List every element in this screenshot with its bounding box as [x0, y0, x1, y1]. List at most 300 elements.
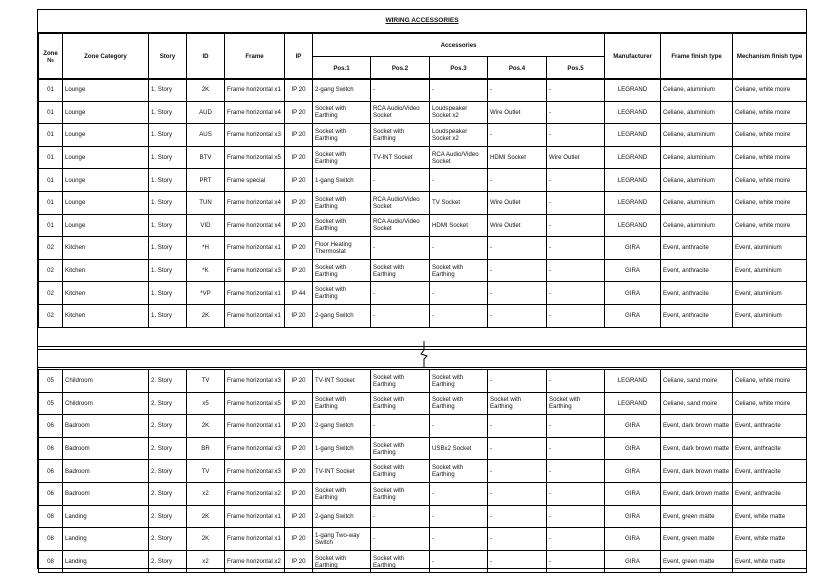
cell-pos-5: -	[547, 528, 605, 551]
table-row	[39, 259, 807, 282]
table-row	[39, 550, 807, 573]
cell-id: AUS	[187, 124, 225, 147]
cell-pos-1: 2-gang Switch	[313, 415, 371, 438]
cell-id: 2K	[187, 528, 225, 551]
cell-zone-category: Lounge	[63, 214, 149, 237]
cell-pos-2: Socket with Earthing	[371, 392, 430, 415]
cell-story: 1. Story	[149, 282, 187, 305]
cell-zone-category: Lounge	[63, 101, 149, 124]
cell-pos-4: -	[488, 460, 547, 483]
cell-zone: 05	[39, 370, 63, 393]
cell-manufacturer: LEGRAND	[605, 101, 661, 124]
cell-frame: Frame horizontal x4	[225, 101, 285, 124]
cell-pos-4: Socket with Earthing	[488, 392, 547, 415]
cell-pos-4: -	[488, 550, 547, 573]
table-row	[39, 101, 807, 124]
cell-pos-4: HDMI Socket	[488, 146, 547, 169]
cell-manufacturer: GIRA	[605, 282, 661, 305]
cell-ip: IP 20	[285, 392, 313, 415]
cell-frame: Frame horizontal x1	[225, 237, 285, 260]
cell-mechanism-finish: Event, aluminium	[733, 282, 807, 305]
table-top-section	[38, 78, 807, 328]
cell-story: 1. Story	[149, 259, 187, 282]
cell-pos-3: Socket with Earthing	[430, 460, 488, 483]
cell-frame: Frame special	[225, 169, 285, 192]
table-row	[39, 304, 807, 327]
cell-pos-4: -	[488, 124, 547, 147]
table-bottom-section	[38, 369, 807, 573]
cell-mechanism-finish: Event, anthracite	[733, 415, 807, 438]
cell-pos-3: Socket with Earthing	[430, 370, 488, 393]
cell-pos-2: -	[371, 282, 430, 305]
cell-frame-finish: Event, anthracite	[661, 259, 733, 282]
cell-pos-3: -	[430, 169, 488, 192]
cell-pos-5: -	[547, 304, 605, 327]
cell-pos-3: -	[430, 79, 488, 102]
cell-pos-4: -	[488, 237, 547, 260]
cell-pos-1: Socket with Earthing	[313, 482, 371, 505]
cell-frame-finish: Event, anthracite	[661, 237, 733, 260]
cell-pos-1: 2-gang Switch	[313, 79, 371, 102]
cell-zone-category: Lounge	[63, 124, 149, 147]
cell-zone: 01	[39, 79, 63, 102]
cell-pos-1: 1-gang Switch	[313, 169, 371, 192]
cell-pos-3: Socket with Earthing	[430, 259, 488, 282]
cell-pos-5: Socket with Earthing	[547, 392, 605, 415]
cell-story: 1. Story	[149, 101, 187, 124]
cell-frame: Frame horizontal x1	[225, 505, 285, 528]
table-row	[39, 214, 807, 237]
cell-zone: 01	[39, 214, 63, 237]
cell-ip: IP 20	[285, 482, 313, 505]
cell-story: 1. Story	[149, 169, 187, 192]
cell-story: 1. Story	[149, 146, 187, 169]
cell-pos-5: -	[547, 437, 605, 460]
cell-story: 1. Story	[149, 237, 187, 260]
cell-mechanism-finish: Celiane, white moire	[733, 169, 807, 192]
cell-pos-4: -	[488, 370, 547, 393]
cell-frame: Frame horizontal x2	[225, 550, 285, 573]
cell-frame: Frame horizontal x2	[225, 482, 285, 505]
cell-pos-3: -	[430, 237, 488, 260]
cell-pos-3: RCA Audio/Video Socket	[430, 146, 488, 169]
cell-frame: Frame horizontal x3	[225, 437, 285, 460]
cell-zone: 01	[39, 124, 63, 147]
cell-pos-4: -	[488, 528, 547, 551]
cell-id: PRT	[187, 169, 225, 192]
cell-story: 1. Story	[149, 124, 187, 147]
cell-manufacturer: LEGRAND	[605, 191, 661, 214]
cell-zone: 01	[39, 146, 63, 169]
cell-pos-4: Wire Outlet	[488, 191, 547, 214]
cell-manufacturer: GIRA	[605, 259, 661, 282]
cell-zone: 02	[39, 282, 63, 305]
cell-frame: Frame horizontal x1	[225, 415, 285, 438]
cell-frame-finish: Celiane, aluminium	[661, 79, 733, 102]
sheet-title: WIRING ACCESSORIES	[38, 10, 806, 33]
cell-story: 1. Story	[149, 214, 187, 237]
cell-manufacturer: GIRA	[605, 415, 661, 438]
header-table	[38, 33, 807, 80]
cell-frame-finish: Event, dark brown matte	[661, 415, 733, 438]
cell-pos-2: -	[371, 169, 430, 192]
cell-pos-5: -	[547, 550, 605, 573]
cell-pos-2: Socket with Earthing	[371, 370, 430, 393]
cell-pos-2: Socket with Earthing	[371, 437, 430, 460]
cell-frame: Frame horizontal x4	[225, 191, 285, 214]
cell-zone-category: Lounge	[63, 146, 149, 169]
cell-id: *VP	[187, 282, 225, 305]
cell-pos-1: Socket with Earthing	[313, 214, 371, 237]
cell-manufacturer: GIRA	[605, 237, 661, 260]
cell-frame: Frame horizontal x3	[225, 124, 285, 147]
cell-ip: IP 20	[285, 437, 313, 460]
cell-pos-2: Socket with Earthing	[371, 550, 430, 573]
cell-story: 2. Story	[149, 437, 187, 460]
cell-pos-3: -	[430, 482, 488, 505]
cell-pos-5: -	[547, 505, 605, 528]
cell-pos-1: Socket with Earthing	[313, 191, 371, 214]
cell-pos-5: -	[547, 460, 605, 483]
cell-pos-1: 2-gang Switch	[313, 304, 371, 327]
cell-id: x2	[187, 550, 225, 573]
cell-pos-2: -	[371, 79, 430, 102]
cell-ip: IP 20	[285, 124, 313, 147]
cell-pos-1: TV-INT Socket	[313, 370, 371, 393]
cell-frame-finish: Celiane, sand moire	[661, 370, 733, 393]
table-row	[39, 505, 807, 528]
cell-manufacturer: GIRA	[605, 460, 661, 483]
cell-pos-3: HDMI Socket	[430, 214, 488, 237]
cell-id: x2	[187, 482, 225, 505]
cell-frame-finish: Celiane, aluminium	[661, 124, 733, 147]
cell-pos-2: -	[371, 528, 430, 551]
cell-zone-category: Kitchen	[63, 304, 149, 327]
header-story: Story	[149, 34, 187, 80]
cell-story: 2. Story	[149, 482, 187, 505]
cell-pos-3: -	[430, 282, 488, 305]
wiring-sheet	[37, 9, 807, 569]
header-mechanism-finish: Mechanism finish type	[733, 34, 807, 80]
table-row	[39, 282, 807, 305]
cell-pos-2: Socket with Earthing	[371, 460, 430, 483]
cell-zone-category: Childroom	[63, 370, 149, 393]
cell-mechanism-finish: Event, white matte	[733, 528, 807, 551]
cell-story: 2. Story	[149, 460, 187, 483]
cell-frame: Frame horizontal x3	[225, 370, 285, 393]
cell-pos-3: Socket with Earthing	[430, 392, 488, 415]
cell-pos-5: -	[547, 214, 605, 237]
cell-pos-1: Socket with Earthing	[313, 101, 371, 124]
cell-frame: Frame horizontal x5	[225, 146, 285, 169]
cell-ip: IP 20	[285, 237, 313, 260]
table-row	[39, 370, 807, 393]
cell-pos-2: -	[371, 304, 430, 327]
cell-pos-1: 1-gang Two-way Switch	[313, 528, 371, 551]
cell-mechanism-finish: Event, anthracite	[733, 460, 807, 483]
cell-zone: 06	[39, 482, 63, 505]
cell-pos-4: -	[488, 259, 547, 282]
table-row	[39, 79, 807, 102]
cell-zone: 01	[39, 191, 63, 214]
cell-pos-1: TV-INT Socket	[313, 460, 371, 483]
cell-pos-5: -	[547, 79, 605, 102]
cell-pos-4: -	[488, 437, 547, 460]
section-break	[38, 346, 806, 368]
cell-zone-category: Kitchen	[63, 237, 149, 260]
header-frame: Frame	[225, 34, 285, 80]
cell-pos-1: Floor Heating Thermostat	[313, 237, 371, 260]
cell-id: 2K	[187, 505, 225, 528]
cell-pos-4: -	[488, 415, 547, 438]
header-zone: Zone №	[39, 34, 63, 80]
cell-frame-finish: Celiane, aluminium	[661, 214, 733, 237]
cell-ip: IP 20	[285, 550, 313, 573]
table-row	[39, 482, 807, 505]
table-row	[39, 392, 807, 415]
cell-zone: 01	[39, 169, 63, 192]
cell-ip: IP 20	[285, 214, 313, 237]
cell-pos-4: Wire Outlet	[488, 214, 547, 237]
cell-zone-category: Badroom	[63, 415, 149, 438]
header-id: ID	[187, 34, 225, 80]
cell-zone: 01	[39, 101, 63, 124]
cell-zone: 02	[39, 304, 63, 327]
cell-story: 2. Story	[149, 370, 187, 393]
cell-zone-category: Lounge	[63, 191, 149, 214]
header-manufacturer: Manufacturer	[605, 34, 661, 80]
cell-id: *H	[187, 237, 225, 260]
cell-id: x5	[187, 392, 225, 415]
cell-pos-2: Socket with Earthing	[371, 259, 430, 282]
cell-story: 2. Story	[149, 392, 187, 415]
cell-frame: Frame horizontal x4	[225, 214, 285, 237]
cell-pos-1: Socket with Earthing	[313, 124, 371, 147]
cell-manufacturer: LEGRAND	[605, 79, 661, 102]
cell-frame-finish: Event, dark brown matte	[661, 460, 733, 483]
cell-manufacturer: GIRA	[605, 304, 661, 327]
cell-id: 2K	[187, 304, 225, 327]
cell-story: 2. Story	[149, 550, 187, 573]
header-pos-2: Pos.2	[371, 57, 430, 80]
cell-pos-5: -	[547, 482, 605, 505]
cell-story: 1. Story	[149, 79, 187, 102]
header-pos-1: Pos.1	[313, 57, 371, 80]
cell-pos-4: -	[488, 505, 547, 528]
cell-zone-category: Badroom	[63, 460, 149, 483]
header-pos-5: Pos.5	[547, 57, 605, 80]
header-accessories: Accessories	[313, 34, 605, 57]
cell-frame-finish: Event, green matte	[661, 505, 733, 528]
cell-zone: 08	[39, 550, 63, 573]
cell-pos-3: Loudspeaker Socket x2	[430, 101, 488, 124]
cell-pos-2: Socket with Earthing	[371, 124, 430, 147]
cell-pos-4: -	[488, 282, 547, 305]
cell-manufacturer: GIRA	[605, 505, 661, 528]
cell-pos-3: USBx2 Socket	[430, 437, 488, 460]
cell-pos-1: 1-gang Switch	[313, 437, 371, 460]
cell-zone-category: Kitchen	[63, 259, 149, 282]
cell-zone-category: Badroom	[63, 482, 149, 505]
cell-ip: IP 20	[285, 146, 313, 169]
cell-manufacturer: LEGRAND	[605, 370, 661, 393]
cell-zone-category: Lounge	[63, 79, 149, 102]
cell-mechanism-finish: Event, white matte	[733, 505, 807, 528]
cell-story: 1. Story	[149, 191, 187, 214]
cell-ip: IP 20	[285, 169, 313, 192]
cell-zone: 02	[39, 237, 63, 260]
cell-frame-finish: Event, dark brown matte	[661, 437, 733, 460]
cell-pos-5: -	[547, 101, 605, 124]
cell-pos-1: Socket with Earthing	[313, 259, 371, 282]
cell-pos-5: -	[547, 259, 605, 282]
table-row	[39, 237, 807, 260]
cell-pos-5: -	[547, 370, 605, 393]
cell-pos-2: -	[371, 415, 430, 438]
cell-frame: Frame horizontal x3	[225, 460, 285, 483]
cell-zone-category: Landing	[63, 505, 149, 528]
cell-ip: IP 20	[285, 370, 313, 393]
cell-mechanism-finish: Event, anthracite	[733, 437, 807, 460]
cell-frame-finish: Event, anthracite	[661, 304, 733, 327]
cell-ip: IP 20	[285, 415, 313, 438]
cell-pos-5: -	[547, 124, 605, 147]
cell-pos-5: -	[547, 415, 605, 438]
cell-pos-2: RCA Audio/Video Socket	[371, 101, 430, 124]
cell-ip: IP 20	[285, 304, 313, 327]
cell-mechanism-finish: Celiane, white moire	[733, 191, 807, 214]
cell-pos-4: -	[488, 79, 547, 102]
cell-mechanism-finish: Celiane, white moire	[733, 101, 807, 124]
cell-pos-1: Socket with Earthing	[313, 550, 371, 573]
cell-pos-4: Wire Outlet	[488, 101, 547, 124]
cell-frame-finish: Event, dark brown matte	[661, 482, 733, 505]
header-pos-3: Pos.3	[430, 57, 488, 80]
cell-zone: 06	[39, 437, 63, 460]
cell-pos-5: -	[547, 191, 605, 214]
cell-zone-category: Childroom	[63, 392, 149, 415]
cell-zone: 02	[39, 259, 63, 282]
cell-id: TV	[187, 460, 225, 483]
cell-pos-2: Socket with Earthing	[371, 482, 430, 505]
cell-id: AUD	[187, 101, 225, 124]
cell-mechanism-finish: Event, white matte	[733, 550, 807, 573]
table-row	[39, 191, 807, 214]
cell-mechanism-finish: Event, aluminium	[733, 237, 807, 260]
cell-ip: IP 20	[285, 79, 313, 102]
cell-zone: 05	[39, 392, 63, 415]
table-row	[39, 415, 807, 438]
cell-id: 2K	[187, 79, 225, 102]
cell-manufacturer: GIRA	[605, 528, 661, 551]
cell-manufacturer: LEGRAND	[605, 124, 661, 147]
cell-manufacturer: GIRA	[605, 437, 661, 460]
header-ip: IP	[285, 34, 313, 80]
cell-mechanism-finish: Celiane, white moire	[733, 370, 807, 393]
cell-pos-5: -	[547, 169, 605, 192]
break-symbol-icon	[420, 341, 428, 367]
cell-mechanism-finish: Celiane, white moire	[733, 79, 807, 102]
cell-id: 2K	[187, 415, 225, 438]
cell-pos-2: RCA Audio/Video Socket	[371, 214, 430, 237]
cell-pos-5: -	[547, 237, 605, 260]
cell-manufacturer: GIRA	[605, 482, 661, 505]
cell-story: 2. Story	[149, 528, 187, 551]
cell-pos-2: -	[371, 505, 430, 528]
cell-mechanism-finish: Event, aluminium	[733, 304, 807, 327]
cell-id: BR	[187, 437, 225, 460]
cell-story: 2. Story	[149, 415, 187, 438]
cell-ip: IP 20	[285, 101, 313, 124]
cell-ip: IP 20	[285, 505, 313, 528]
cell-ip: IP 20	[285, 191, 313, 214]
cell-frame-finish: Celiane, aluminium	[661, 191, 733, 214]
cell-manufacturer: GIRA	[605, 550, 661, 573]
cell-pos-1: 2-gang Switch	[313, 505, 371, 528]
cell-manufacturer: LEGRAND	[605, 169, 661, 192]
cell-pos-3: -	[430, 528, 488, 551]
cell-frame: Frame horizontal x1	[225, 79, 285, 102]
cell-pos-1: Socket with Earthing	[313, 392, 371, 415]
cell-pos-1: Socket with Earthing	[313, 146, 371, 169]
cell-pos-2: RCA Audio/Video Socket	[371, 191, 430, 214]
cell-zone: 08	[39, 528, 63, 551]
cell-pos-4: -	[488, 482, 547, 505]
cell-zone-category: Lounge	[63, 169, 149, 192]
header-pos-4: Pos.4	[488, 57, 547, 80]
cell-mechanism-finish: Celiane, white moire	[733, 392, 807, 415]
cell-id: VID	[187, 214, 225, 237]
cell-pos-3: TV Socket	[430, 191, 488, 214]
cell-frame-finish: Celiane, aluminium	[661, 101, 733, 124]
cell-pos-3: -	[430, 415, 488, 438]
table-row	[39, 437, 807, 460]
cell-mechanism-finish: Event, aluminium	[733, 259, 807, 282]
table-row	[39, 124, 807, 147]
cell-ip: IP 20	[285, 259, 313, 282]
cell-frame-finish: Celiane, sand moire	[661, 392, 733, 415]
cell-pos-5: Wire Outlet	[547, 146, 605, 169]
cell-id: TUN	[187, 191, 225, 214]
cell-story: 2. Story	[149, 505, 187, 528]
cell-frame: Frame horizontal x3	[225, 259, 285, 282]
cell-pos-2: TV-INT Socket	[371, 146, 430, 169]
cell-pos-5: -	[547, 282, 605, 305]
cell-pos-3: Loudspeaker Socket x2	[430, 124, 488, 147]
table-row	[39, 460, 807, 483]
cell-frame-finish: Celiane, aluminium	[661, 169, 733, 192]
cell-frame-finish: Celiane, aluminium	[661, 146, 733, 169]
cell-ip: IP 44	[285, 282, 313, 305]
cell-zone-category: Badroom	[63, 437, 149, 460]
cell-zone: 06	[39, 460, 63, 483]
cell-zone: 08	[39, 505, 63, 528]
cell-zone-category: Landing	[63, 550, 149, 573]
cell-pos-2: -	[371, 237, 430, 260]
table-row	[39, 169, 807, 192]
cell-zone-category: Landing	[63, 528, 149, 551]
cell-id: TV	[187, 370, 225, 393]
cell-mechanism-finish: Celiane, white moire	[733, 124, 807, 147]
cell-mechanism-finish: Event, anthracite	[733, 482, 807, 505]
cell-pos-1: Socket with Earthing	[313, 282, 371, 305]
cell-manufacturer: LEGRAND	[605, 392, 661, 415]
table-row	[39, 528, 807, 551]
header-zone-category: Zone Category	[63, 34, 149, 80]
cell-frame-finish: Event, anthracite	[661, 282, 733, 305]
cell-ip: IP 20	[285, 528, 313, 551]
cell-mechanism-finish: Celiane, white moire	[733, 146, 807, 169]
